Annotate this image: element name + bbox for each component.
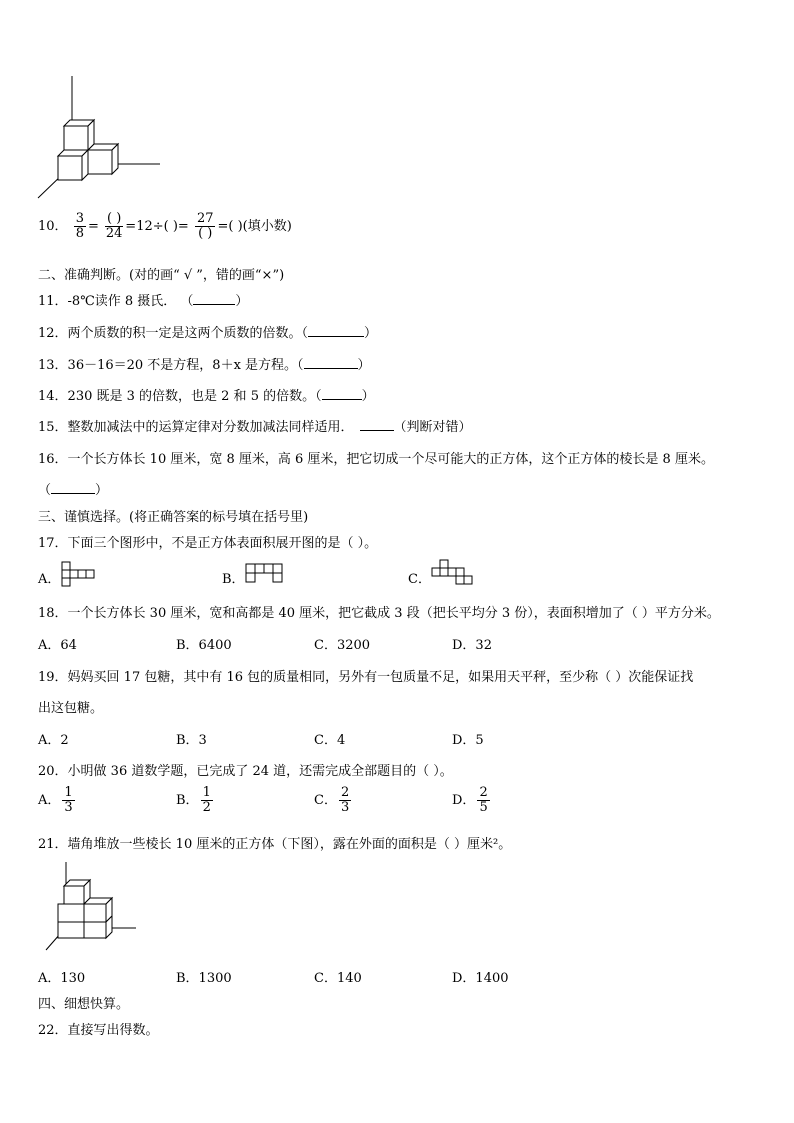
question-12: 12．两个质数的积一定是这两个质数的倍数。（ ） [38,326,378,341]
question-14: 14．230 既是 3 的倍数，也是 2 和 5 的倍数。（ ） [38,389,375,404]
net-figure-c [430,558,474,588]
cube-stack-figure-bottom [40,858,160,958]
question-21: 21．墙角堆放一些棱长 10 厘米的正方体（下图），露在外面的面积是（ ）厘米²。 [38,837,512,852]
q20-option-c: C． $\frac{2}{3}$ [314,785,350,815]
cube-stack-figure-top [30,72,170,212]
question-20: 20．小明做 36 道数学题，已完成了 24 道，还需完成全部题目的（ ）。 [38,764,453,779]
q21-option-b: B．1300 [176,971,232,986]
q19-option-c: C．4 [314,733,346,748]
net-figure-b [244,560,286,586]
question-17: 17．下面三个图形中，不是正方体表面积展开图的是（ ）。 [38,536,378,551]
q19-option-d: D．5 [452,733,484,748]
question-19-cont: 出这包糖。 [38,701,104,716]
q17-option-a: A． [38,572,61,587]
question-16: 16．一个长方体长 10 厘米，宽 8 厘米，高 6 厘米，把它切成一个尽可能大的正方体，这个正方体的棱长是 8 厘米。 [38,452,714,467]
question-13: 13．36－16＝20 不是方程，8＋x 是方程。（ ） [38,358,371,373]
question-19: 19．妈妈买回 17 包糖，其中有 16 包的质量相同，另外有一包质量不足，如果用天平秤，至少称（ ）次能保证找 [38,670,694,685]
question-15: 15．整数加减法中的运算定律对分数加减法同样适用． （判断对错） [38,420,472,435]
question-22: 22．直接写出得数。 [38,1023,159,1038]
question-number: 10． [38,219,68,234]
q19-option-a: A．2 [38,733,69,748]
question-11: 11．-8℃读作 8 摄氏． （ ） [38,294,249,309]
q17-option-c: C． [408,572,431,587]
q21-option-a: A．130 [38,971,86,986]
fraction-blank-24: $\frac{( )}{24}$ [105,211,123,241]
section-4-heading: 四、细想快算。 [38,997,130,1012]
fraction-27-blank: $\frac{27}{( )}$ [196,211,214,241]
q21-option-c: C．140 [314,971,362,986]
net-figure-a [60,560,102,586]
section-2-heading: 二、准确判断。(对的画“ √ ”，错的画“×”) [38,268,285,283]
question-18: 18．一个长方体长 30 厘米，宽和高都是 40 厘米，把它截成 3 段（把长平均分 3 份），表面积增加了（ ）平方分米。 [38,606,720,621]
q17-option-b: B． [222,572,245,587]
q20-option-b: B． $\frac{1}{2}$ [176,785,211,815]
q18-option-d: D．32 [452,638,492,653]
q21-option-d: D．1400 [452,971,509,986]
q20-option-a: A． $\frac{1}{3}$ [38,785,73,815]
q19-option-b: B．3 [176,733,207,748]
question-16-answer: （ ） [38,483,109,498]
fraction-3-8: $\frac{3}{8}$ [75,211,84,241]
q18-option-a: A．64 [38,638,77,653]
q18-option-c: C．3200 [314,638,371,653]
question-10: 10． $\frac{3}{8}$ = $\frac{( )}{24}$ =12÷( )= $\frac{27}{( )}$ =( )(填小数) [38,211,292,241]
q18-option-b: B．6400 [176,638,232,653]
q20-option-d: D． $\frac{2}{5}$ [452,785,488,815]
section-3-heading: 三、谨慎选择。(将正确答案的标号填在括号里) [38,510,309,525]
